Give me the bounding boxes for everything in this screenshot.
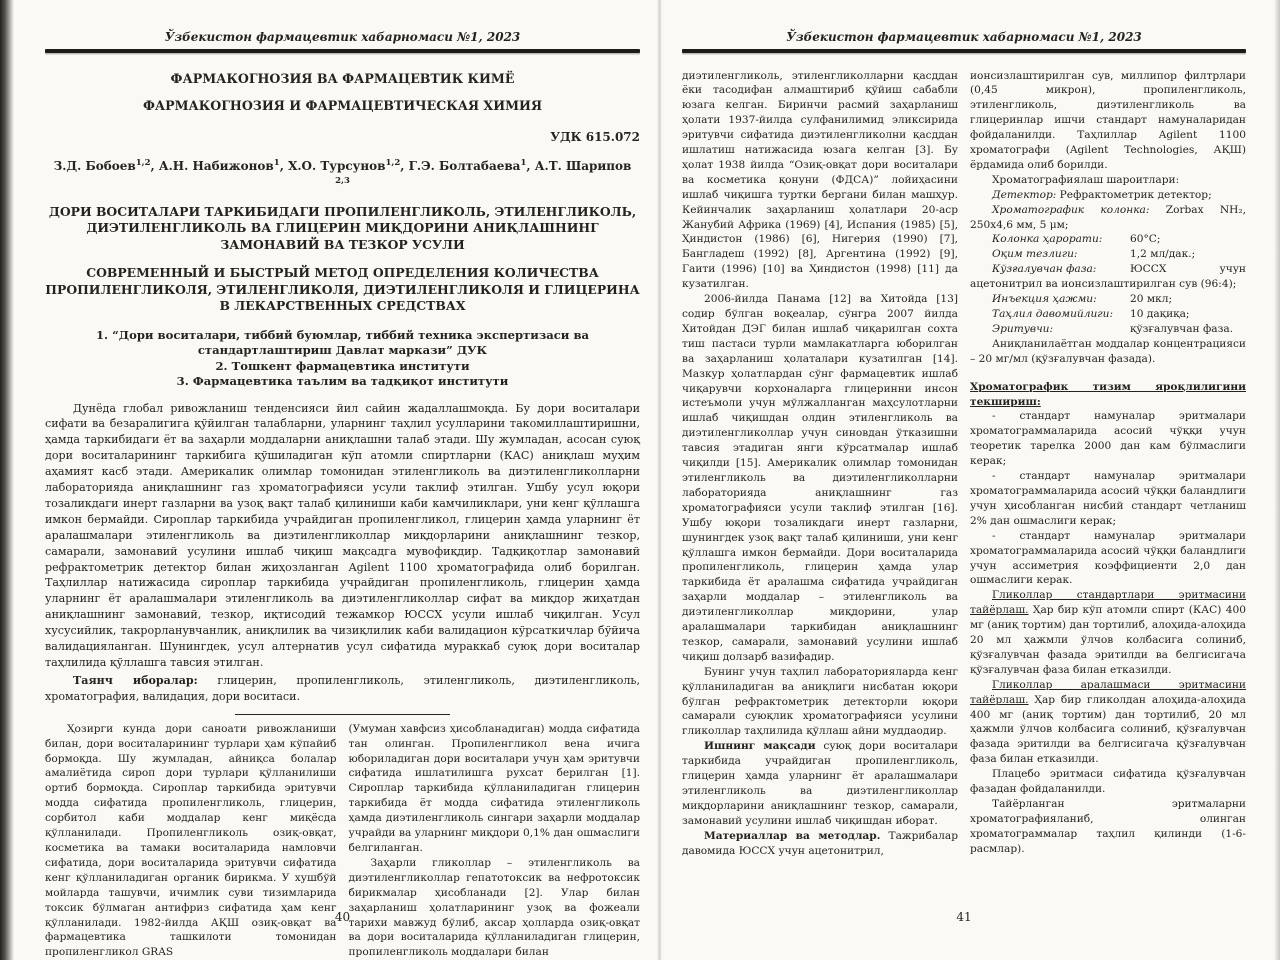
author-name: А.Т. Шарипов [534, 158, 632, 173]
paragraph [970, 203, 1246, 233]
journal-header: Ўзбекистон фармацевтик хабарномаси №1, 2023 [786, 30, 1142, 44]
keywords-text: глицерин, пропиленгликоль, этиленгликоль, диэтиленгликоль, хроматография, валидация, дори воситаси. [45, 673, 640, 703]
paragraph [45, 722, 337, 960]
paragraph-text: Zorbax NH₂, 250х4,6 мм, 5 μм; [970, 203, 1246, 231]
paragraph-text: Тайёрланган эритмаларни хроматографияланиб, олинган хроматограммалар таҳлил қилинди (1-6-расмлар). [970, 798, 1246, 855]
header-rule [682, 49, 1246, 53]
paragraph [970, 678, 1246, 767]
paragraph-lead-italic: Таҳлил давомийлиги: [992, 308, 1114, 320]
paragraph-lead-bold: Ишнинг мақсади [704, 740, 816, 753]
author-separator: , [279, 158, 289, 173]
paragraph [970, 247, 1246, 262]
paragraph [682, 739, 958, 828]
author-name: А.Н. Набижонов [158, 158, 274, 173]
paragraph-text: (Умуман хавфсиз ҳисобланадиган) модда сифатида тан олинган. Пропиленгликол вена ичига юбориладиган дори воситалари учун ҳам эритувчи сифатида ишлатилишга рухсат берилган [1]. Сироплар таркибида қўлланиладиган глицерин таркибида ёт модда сифатида этиленгликоль ҳамда диэтиленгликоль сингари заҳарли моддалар учрайди ва уларнинг миқдори 0,1% дан ошмаслиги белгиланган. [348, 722, 640, 854]
keywords [45, 673, 640, 705]
paragraph [970, 307, 1246, 322]
page-number: 40 [334, 910, 351, 924]
paragraph-text: Ҳар бир кўп атомли спирт (КАС) 400 мг (аниқ тортим) дан тортилиб, алоҳида-алоҳида 20 мл ҳажмли ўлчов колбасига солиниб, қўзғалувчан фазада эритилди ва белгисигача қўзғалувчан фаза билан етказилди. [970, 604, 1246, 676]
keywords-label: Таянч иборалар: [73, 673, 198, 687]
udc-code: УДК 615.072 [550, 129, 640, 144]
paragraph [970, 529, 1246, 589]
paragraph-lead-underline: Хроматографик тизим яроқлилигини текшириш: [970, 380, 1246, 408]
page-number: 41 [956, 910, 972, 924]
paragraph [349, 856, 641, 960]
paragraph [970, 409, 1246, 469]
paragraph-text: диэтиленгликоль, этиленгликолларни қасддан ёки тасодифан алмаштириб қўйиш сабабли юзага келган. Биринчи расмий заҳарланиш ҳолати 1937-йилда сулфанилимид эликсирида эритувчи сифатида диэтиленгликолни қасддан ишлатиш натижасида юзага келган [3]. Бу ҳолат 1938 йилда “Озиқ-овқат дори воситалари ва косметика қонуни (ФДСА)” лойиҳасини ишлаб чиқишга туртки бергани билан машҳур. Кейинчалик заҳарланиш ҳолатлари 20-аср Жанубий Африка (1969) [4], Испания (1985) [5], Ҳиндистон (1986) [6], Нигерия (1990) [7], Бангладеш (1992) [8], Аргентина (1992) [9], Гаити (1996) [10] ва Ҳиндистон (1998) [11] да кузатилган. [682, 69, 958, 291]
paragraph [349, 722, 641, 856]
paragraph [970, 380, 1246, 410]
paragraph-text: ионсизлаштирилган сув, миллипор филтрлари (0,45 микрон), пропиленгликоль, этиленгликоль, диэтиленгликоль ва глицеринлар ишчи стандарт намуналаридан фойдаланилди. Таҳлиллар Agilent 1100 хроматографи (Agilent Technologies, АҚШ) ёрдамида олиб борилди. [970, 69, 1246, 171]
section-separator [235, 714, 450, 715]
abstract: Дунёда глобал ривожланиш тенденсияси йил сайин жадаллашмоқда. Бу дори воситалари сифати ва безаралигига қўйилган талабларни, уларнинг таҳлил усулларини такомиллаштиришни, ҳамда таркибидаги ёт ва заҳарли моддаларни аниқлашни талаб этади. Шу жумладан, асосан суюқ дори воситаларининг таркибига қўшиладиган кўп атомли спиртларни (КАС) аниқлаш муҳим аҳамият касб этади. Америкалик олимлар томонидан этиленгликоль ва диэтиленгликолларни лабораторияда аниқлашнинг газ хроматографияси усули таклиф этилган. Ушбу усул юқори тозаликдаги инерт газларни ва узоқ вақт талаб қилиниши каби камчиликлари, уни кенг қўллашга имкон бермайди. Сироплар таркибида учрайдиган пропиленгликол, глицерин ҳамда уларнинг ёт аралашмалари этиленгликоль ва диэтиленгликоллар миқдорларини аниқлашнинг тезкор, самарали, замонавий усулини ишлаб чиқиш мақсадга мувофиқдир. Тадқиқотлар замонавий рефрактометрик детектор билан жиҳозланган Agilent 1100 хроматографида олиб борилган. Таҳлиллар натижасида сироплар таркибида учрайдиган пропиленгликоль, глицерин ҳамда уларнинг ёт аралашмалари этиленгликоль ва диэтиленгликоллар сифат ва миқдор жиҳатдан аниқлашнинг замонавий, тезкор, иқтисодий тежамкор ЮССХ усули ишлаб чиқилган. Усул хусусийлик, такрорланувчанлик, аниқлилик ва чизиқлилик каби валидацион кўрсаткичлар бўйича валидацияланган. Шунингдек, усул алтернатив усул сифатида мураккаб суюқ дори воситалар таҳлилида қўллашга тавсия этилган. [45, 401, 640, 669]
author-separator: , [150, 158, 159, 173]
author [288, 159, 409, 173]
paragraph [970, 469, 1246, 529]
page-seam [657, 0, 662, 960]
author [54, 159, 159, 173]
paragraph-text: - стандарт намуналар эритмалари хроматограммаларида асосий чўққи учун теоретик тарелка 2000 дан кам бўлмаслиги керак; [970, 410, 1246, 468]
paragraph-text: 20 мкл; [1130, 293, 1173, 306]
journal-header: Ўзбекистон фармацевтик хабарномаси №1, 2023 [164, 30, 521, 44]
paragraph-text: Хроматографиялаш шароитлари: [992, 173, 1180, 186]
author-name: Х.О. Турсунов [288, 158, 386, 173]
paragraph [970, 322, 1246, 337]
paragraph-lead-italic: Колонка ҳарорати: [992, 233, 1103, 246]
page-edge-shadow [1274, 0, 1280, 960]
paragraph-text: қўзғалувчан фаза. [1130, 322, 1234, 335]
author-affiliation-sup: 1,2 [135, 157, 151, 168]
paragraph-lead-bold: Материаллар ва методлар. [704, 829, 881, 842]
paragraph-lead-italic: Эритувчи: [992, 322, 1054, 335]
paragraph-text: Плацебо эритмаси сифатида қўзғалувчан фазадан фойдаланилди. [970, 768, 1246, 796]
paragraph [970, 337, 1246, 367]
paragraph-lead-italic: Хроматографик колонка: [992, 203, 1150, 216]
paragraph-lead-italic: Детектор: [992, 188, 1057, 201]
author [409, 159, 535, 173]
paragraph-text: Заҳарли гликоллар – этиленгликоль ва диэтиленгликоллар гепатотоксик ва нефротоксик бирикмалар ҳисобланади [2]. Улар билан заҳарланиш ҳолатларининг узоқ ва фожеали тарихи мавжуд бўлиб, аксар ҳолларда озиқ-овқат ва дори воситаларида қўлланиладиган глицерин, пропиленгликоль моддалари билан [348, 856, 640, 959]
paragraph-text: - стандарт намуналар эритмалари хроматограммаларида асосий чўққи баландлиги учун ҳисобланган нисбий стандарт четланиш 2% дан ошмаслиги керак; [970, 470, 1246, 527]
paragraph-text: 60°С; [1130, 233, 1161, 246]
paragraph [970, 232, 1246, 247]
paragraph-text: 2006-йилда Панама [12] ва Хитойда [13] содир бўлган воқеалар, сўнгра 2007 йилда Хитойдан ДЭГ билан ишлаб чиқарилган сохта тиш пастаси турли мамлакатларга юборилган ва заҳарланиш ҳолаталари кузатилган [14]. Мазкур ҳолатлардан сўнг фармацевтик ишлаб чиқарувчи корхоналарга глицеринни инсон истеъмоли учун мўлжалланган маҳсулотларни ишлаб чиқишдан олдин этиленгликоль ва диэтиленгликоллар учун синовдан ўтказишни тавсия этадиган янги кўрсатмалар ишлаб чиқилди [15]. Америкалик олимлар томонидан этиленгликоль ва диэтиленгликолларни лабораторияда аниқлашнинг газ хроматографияси усули таклиф этилган [16]. Ушбу юқори тозаликдаги инерт газларни, шунингдек узоқ вақт талаб қилиниши, уни кенг қўллашга имкон бермайди. Дори воситаларида пропиленгликоль, глицерин ҳамда улар таркибида ёт аралашма сифатида учрайдиган заҳарли моддалар – этиленгликоль ва диэтиленгликоллар миқдорини, улар аралашмалари таркибидан аниқлашнинг тезкор, самарали, замонавий усулини ишлаб чиқиш долзарб вазифадир. [682, 293, 958, 663]
affiliations [45, 328, 640, 390]
column-2 [349, 722, 641, 960]
paragraph-text: Бунинг учун таҳлил лабораторияларда кенг қўлланиладиган ва аниқлиги нисбатан юқори бўлган рефрактометрик детекторли юқори самарали суюқлик хроматографияси усулини гликоллар таҳлилида қўллаш айни муддаодир. [682, 665, 958, 738]
author-affiliation-sup: 1 [273, 157, 280, 168]
section-title-ru: ФАРМАКОГНОЗИЯ И ФАРМАЦЕВТИЧЕСКАЯ ХИМИЯ [142, 97, 543, 113]
paragraph-text: суюқ дори воситалари таркибида учрайдиган пропиленгликоль, глицерин ҳамда уларнинг ёт аралашмалари этиленгликоль ва диэтиленгликоллар миқдорларини аниқлашнинг тезкор, самарали, замонавий усулини ишлаб чиқишдан иборат. [682, 740, 958, 827]
paragraph-text: 1,2 мл/дак.; [1130, 248, 1196, 261]
paragraph [970, 797, 1246, 857]
paragraph [682, 829, 958, 859]
paragraph-text: Ҳар бир гликолдан алоҳида-алоҳида 400 мг (аниқ тортим) дан тортилиб, 20 мл ҳажмли ўлчов колбасига солиниб, қўзғалувчан фазада эритилди ва белгисигача қўзғалувчан фаза билан етказилди. [970, 693, 1246, 766]
paragraph [970, 69, 1246, 173]
paragraph [682, 292, 958, 665]
article-title-uz: ДОРИ ВОСИТАЛАРИ ТАРКИБИДАГИ ПРОПИЛЕНГЛИКОЛЬ, ЭТИЛЕНГЛИКОЛЬ, ДИЭТИЛЕНГЛИКОЛЬ ВА ГЛИЦЕРИН МИҚДОРИНИ АНИҚЛАШНИНГ ЗАМОНАВИЙ ВА ТЕЗКОР УСУЛИ [48, 203, 637, 252]
author-affiliation-sup: 2,3 [335, 175, 350, 186]
paragraph [970, 767, 1246, 797]
paragraph-text: - стандарт намуналар эритмалари хроматограммаларида асосий чўққи баландлиги учун ассиметрия коэффициенти 2,0 дан ошмаслиги керак. [970, 529, 1246, 587]
paragraph-lead-underline: Гликоллар аралашмаси эритмасини тайёрлаш. [970, 678, 1246, 706]
paragraph-text: Аниқланилаётган моддалар концентрацияси – 20 мг/мл (қўзғалувчан фазада). [970, 337, 1246, 365]
body-columns [682, 69, 1246, 859]
header-rule [45, 49, 640, 53]
author [159, 159, 288, 173]
paragraph-text: ЮССХ учун ацетонитрил ва ионсизлаштирилган сув (96:4); [970, 263, 1246, 291]
column-2 [970, 69, 1246, 859]
paragraph [682, 665, 958, 740]
affiliation-line: 2. Тошкент фармацевтика институти [215, 358, 470, 373]
paragraph-lead-underline: Гликоллар стандартлари эритмасини тайёрлаш. [970, 589, 1246, 617]
affiliation-line: 1. “Дори воситалари, тиббий буюмлар, тиббий техника экспертизаси ва стандартлаштириш Давлат маркази” ДУК [95, 327, 590, 357]
paragraph [970, 588, 1246, 677]
author-affiliation-sup: 1 [520, 157, 527, 168]
page-right [660, 0, 1280, 960]
author-name: Г.Э. Болтабаева [408, 158, 521, 173]
author-affiliation-sup: 1,2 [385, 157, 401, 168]
author-name: З.Д. Бобоев [53, 158, 136, 173]
affiliation-line: 3. Фармацевтика таълим ва тадқиқот институти [176, 374, 509, 388]
body-columns [45, 722, 640, 960]
column-1 [45, 722, 337, 960]
authors-line [45, 156, 640, 192]
paragraph-lead-italic: Инъекция ҳажми: [992, 293, 1097, 306]
paragraph [970, 188, 1246, 203]
paragraph [682, 69, 958, 293]
author-separator: , [526, 158, 535, 173]
author-separator: , [400, 158, 409, 173]
paragraph-lead-italic: Оқим тезлиги: [992, 248, 1078, 261]
section-title-uz: ФАРМАКОГНОЗИЯ ВА ФАРМАЦЕВТИК КИМЁ [170, 70, 515, 86]
paragraph-text: Тажрибалар давомида ЮССХ учун ацетонитрил, [682, 829, 958, 857]
column-1 [682, 69, 958, 859]
paragraph-text: Рефрактометрик детектор; [1056, 188, 1212, 201]
paragraph [970, 173, 1246, 188]
paragraph-text: 10 дақиқа; [1130, 308, 1190, 320]
paragraph [970, 292, 1246, 307]
book-spine-shadow [0, 0, 14, 960]
paragraph-lead-italic: Кўзғалувчан фаза: [992, 263, 1097, 276]
paragraph-text: Ҳозирги кунда дори саноати ривожланиши билан, дори воситаларининг турлари ҳам кўпайиб бормоқда. Шу жумладан, айниқса болалар амалиётида сироп дори турлари қўлланилиши ортиб бормоқда. Сироплар таркибида эритувчи модда сифатида пропиленгликоль, глицерин, сорбитол каби моддалар кенг миқёсда қўлланилади. Пропиленгликоль озиқ-овқат, косметика ва тамаки воситаларида намловчи сифатида, дори воситаларида эритувчи сифатида кенг қўлланиладиган органик бирикма. У хушбўй мойларда ташувчи, ичимлик суви тизимларида токсик бўлмаган антифриз сифатида ҳам кенг қўлланилади. 1982-йилда АҚШ озиқ-овқат ва фармацевтика ташкилоти томонидан пропиленгликол GRAS [45, 722, 337, 959]
article-title-ru: СОВРЕМЕННЫЙ И БЫСТРЫЙ МЕТОД ОПРЕДЕЛЕНИЯ КОЛИЧЕСТВА ПРОПИЛЕНГЛИКОЛЯ, ЭТИЛЕНГЛИКОЛЯ, ДИЭТИЛЕНГЛИКОЛЯ И ГЛИЦЕРИНА В ЛЕКАРСТВЕННЫХ СРЕДСТВАХ [45, 265, 640, 313]
paragraph [970, 262, 1246, 292]
